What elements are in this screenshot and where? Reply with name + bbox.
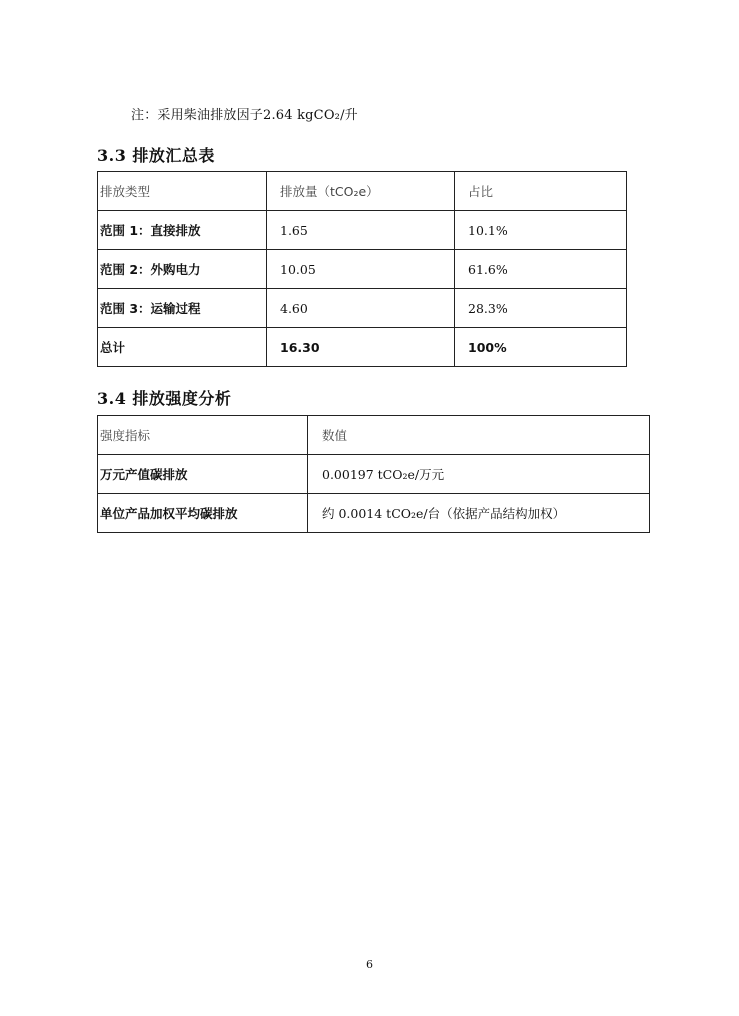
table-row	[98, 289, 627, 328]
emission-summary-table	[97, 171, 627, 367]
share-value: 100%	[455, 328, 627, 367]
table-header-row	[98, 172, 627, 211]
table-total-row	[98, 328, 627, 367]
table-header-row	[98, 416, 650, 455]
header-cell: 占比	[455, 172, 627, 211]
row-label: 范围 3：运输过程	[98, 289, 267, 328]
row-label: 总计	[98, 328, 267, 367]
intensity-value: 约 0.0014 tCO₂e/台（依据产品结构加权）	[308, 494, 650, 533]
header-cell: 排放类型	[98, 172, 267, 211]
header-cell: 排放量（tCO₂e）	[267, 172, 455, 211]
emission-value: 16.30	[267, 328, 455, 367]
header-cell: 强度指标	[98, 416, 308, 455]
intensity-value: 0.00197 tCO₂e/万元	[308, 455, 650, 494]
page-number: 6	[366, 958, 373, 971]
emission-value: 4.60	[267, 289, 455, 328]
emission-value: 1.65	[267, 211, 455, 250]
emission-value: 10.05	[267, 250, 455, 289]
table-row	[98, 211, 627, 250]
table-row	[98, 250, 627, 289]
share-value: 61.6%	[455, 250, 627, 289]
section-3-3-title: 3.3 排放汇总表	[97, 146, 215, 165]
row-label: 范围 1：直接排放	[98, 211, 267, 250]
section-3-4-title: 3.4 排放强度分析	[97, 389, 232, 408]
row-label: 范围 2：外购电力	[98, 250, 267, 289]
row-label: 单位产品加权平均碳排放	[98, 494, 308, 533]
table-row	[98, 455, 650, 494]
emission-factor-note: 注：采用柴油排放因子2.64 kgCO₂/升	[131, 108, 358, 123]
table-row	[98, 494, 650, 533]
share-value: 10.1%	[455, 211, 627, 250]
share-value: 28.3%	[455, 289, 627, 328]
row-label: 万元产值碳排放	[98, 455, 308, 494]
emission-intensity-table	[97, 415, 650, 533]
header-cell: 数值	[308, 416, 650, 455]
